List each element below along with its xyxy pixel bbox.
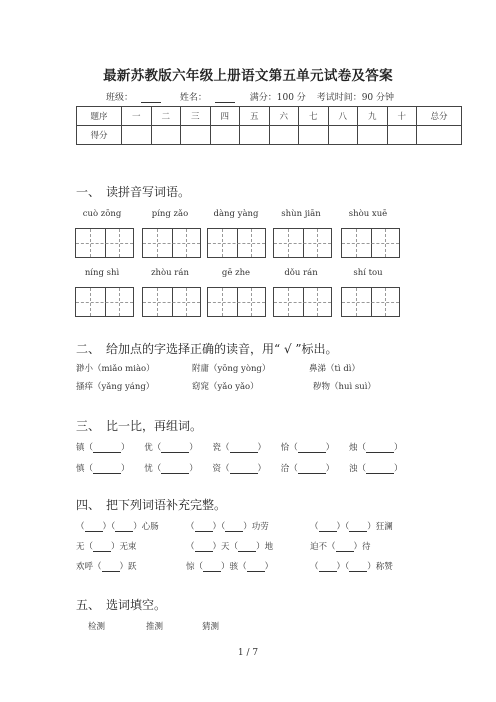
idiom-text: 狂澜 [375, 522, 393, 532]
answer-blank[interactable] [93, 443, 121, 453]
char: 恰 [280, 443, 290, 453]
score-header-cell: 九 [358, 107, 388, 126]
compare-row-1: 镇（ ） 优（ ） 瓷（ ） 恰（ ） 烛（ ） [76, 443, 403, 453]
idiom-blank[interactable] [349, 522, 367, 532]
score-header-cell: 总分 [417, 107, 462, 126]
section-5-heading [76, 596, 166, 613]
score-cell[interactable] [299, 126, 329, 145]
pinyin-label: shòu xuē [348, 209, 388, 219]
section-number: 二、 [76, 342, 101, 356]
reading-choice[interactable]: 附庸（yōng yòng） [192, 364, 271, 374]
idiom-item: （ ）（ ）功劳 [186, 522, 269, 532]
section-number: 三、 [76, 419, 101, 433]
word-option: 推测 [146, 622, 164, 632]
reading-choice[interactable]: 渺小（miǎo miào） [76, 364, 155, 374]
idiom-blank[interactable] [238, 542, 256, 552]
writing-grid[interactable] [273, 287, 332, 317]
idiom-text: 骇 [229, 562, 239, 572]
idiom-blank[interactable] [336, 542, 354, 552]
writing-grid[interactable] [341, 228, 400, 258]
section-title: 读拼音写词语。 [106, 185, 191, 199]
idiom-blank[interactable] [93, 542, 111, 552]
pinyin-label: dàng yàng [213, 209, 259, 219]
score-header-cell: 题序 [77, 107, 122, 126]
idiom-text: 天 [221, 542, 230, 552]
reading-choice[interactable]: 窈窕（yǎo yǎo） [192, 382, 259, 392]
section-number: 四、 [76, 498, 101, 512]
char: 洽 [280, 464, 290, 474]
char: 镇 [76, 443, 85, 453]
idiom-item: （ ）（ ）心肠 [76, 522, 159, 532]
idiom-text: 称赞 [375, 562, 393, 572]
section-title: 比一比，再组词。 [106, 419, 203, 433]
idiom-text: 心肠 [141, 522, 159, 532]
idiom-blank[interactable] [319, 522, 337, 532]
score-header-cell: 十 [387, 107, 417, 126]
score-cell[interactable] [269, 126, 299, 145]
page-title: 最新苏教版六年级上册语文第五单元试卷及答案 [103, 68, 393, 84]
idiom-blank[interactable] [349, 562, 367, 572]
answer-blank[interactable] [366, 443, 394, 453]
pinyin-label: shùn jiān [281, 209, 321, 219]
section-4-heading [76, 496, 226, 513]
name-field[interactable] [176, 93, 239, 103]
score-cell[interactable] [122, 126, 152, 145]
answer-blank[interactable] [161, 443, 189, 453]
pinyin-label: shí tou [353, 268, 383, 278]
pinyin-label: gē zhe [221, 268, 251, 278]
char: 浊 [349, 464, 358, 474]
answer-blank[interactable] [161, 464, 189, 474]
writing-grid[interactable] [75, 287, 134, 317]
section-title: 把下列词语补充完整。 [106, 498, 227, 512]
pinyin-label: cuò zōng [82, 209, 122, 219]
score-row-label: 得分 [77, 126, 122, 145]
full-score: 满分：100 分 [249, 93, 306, 103]
idiom-text: 无束 [119, 542, 137, 552]
section-3-heading [76, 417, 202, 434]
section-title: 给加点的字选择正确的读音，用“ √ ”标出。 [106, 342, 338, 356]
idiom-text: 迫不 [310, 542, 328, 552]
idiom-text: 无 [76, 542, 85, 552]
section-number: 一、 [76, 185, 101, 199]
idiom-blank[interactable] [195, 542, 213, 552]
score-cell[interactable] [417, 126, 462, 145]
reading-choice[interactable]: 鼻涕（tì dì） [309, 364, 360, 374]
score-header-cell: 三 [181, 107, 211, 126]
idiom-blank[interactable] [225, 522, 243, 532]
score-header-cell: 六 [269, 107, 299, 126]
idiom-text: 跃 [128, 562, 137, 572]
section-number: 五、 [76, 598, 101, 612]
idiom-blank[interactable] [115, 522, 133, 532]
class-label: 班级： [105, 93, 133, 103]
pinyin-label: píng zǎo [151, 209, 189, 219]
section-1-heading [76, 183, 190, 200]
score-header-row [77, 107, 462, 126]
answer-blank[interactable] [230, 464, 258, 474]
section-title: 选词填空。 [106, 598, 167, 612]
writing-grid[interactable] [75, 228, 134, 258]
page-number: 1 / 7 [237, 648, 259, 658]
pinyin-label: níng shì [84, 268, 120, 278]
score-header-cell: 七 [299, 107, 329, 126]
writing-grid[interactable] [341, 287, 400, 317]
compare-row-2: 慎（ ） 忧（ ） 资（ ） 洽（ ） 浊（ ） [76, 464, 403, 474]
writing-grid[interactable] [142, 287, 201, 317]
writing-grid[interactable] [207, 287, 266, 317]
score-cell[interactable] [181, 126, 211, 145]
reading-choice[interactable]: 秽物（huì suì） [313, 382, 376, 392]
char: 慎 [76, 464, 85, 474]
section-2-heading [76, 340, 338, 357]
score-header-cell: 一 [122, 107, 152, 126]
idiom-blank[interactable] [247, 562, 265, 572]
exam-info [0, 90, 496, 103]
score-cell[interactable] [328, 126, 358, 145]
idiom-item: 无（ ）无束 [76, 542, 137, 552]
score-cell[interactable] [387, 126, 417, 145]
writing-grid[interactable] [273, 228, 332, 258]
idiom-item: （ ）天（ ）地 [186, 542, 274, 552]
idiom-blank[interactable] [195, 522, 213, 532]
score-cell[interactable] [210, 126, 240, 145]
word-option: 检测 [88, 622, 106, 632]
idiom-text: 惊 [186, 562, 195, 572]
score-header-cell: 五 [240, 107, 270, 126]
char: 烛 [349, 443, 358, 453]
exam-time: 考试时间：90 分钟 [316, 93, 395, 103]
idiom-item: 惊（ ）骇（ ） [186, 562, 274, 572]
char: 忧 [144, 464, 153, 474]
idiom-text: 待 [362, 542, 371, 552]
score-row [77, 126, 462, 145]
name-blank[interactable] [215, 93, 235, 103]
class-field[interactable] [102, 93, 165, 103]
name-label: 姓名： [179, 93, 207, 103]
pinyin-label: zhòu rán [151, 268, 189, 278]
idiom-item: 迫不（ ）待 [310, 542, 371, 552]
answer-blank[interactable] [366, 464, 394, 474]
score-table [76, 106, 462, 145]
writing-grid[interactable] [142, 228, 201, 258]
score-cell[interactable] [151, 126, 181, 145]
idiom-blank[interactable] [85, 522, 103, 532]
char: 资 [212, 464, 222, 474]
char: 瓷 [212, 443, 222, 453]
word-option: 猜测 [202, 622, 220, 632]
pinyin-label: dǒu rán [284, 268, 318, 278]
idiom-blank[interactable] [203, 562, 221, 572]
idiom-item: （ ）（ ）狂澜 [310, 522, 393, 532]
idiom-item: （ ）（ ）称赞 [310, 562, 393, 572]
idiom-blank[interactable] [102, 562, 120, 572]
class-blank[interactable] [141, 93, 161, 103]
idiom-text: 欢呼 [76, 562, 94, 572]
idiom-text: 功劳 [251, 522, 269, 532]
answer-blank[interactable] [230, 443, 258, 453]
idiom-blank[interactable] [319, 562, 337, 572]
score-header-cell: 八 [328, 107, 358, 126]
answer-blank[interactable] [93, 464, 121, 474]
score-header-cell: 四 [210, 107, 240, 126]
score-header-cell: 二 [151, 107, 181, 126]
score-cell[interactable] [358, 126, 388, 145]
score-cell[interactable] [240, 126, 270, 145]
writing-grid[interactable] [207, 228, 266, 258]
answer-blank[interactable] [298, 443, 326, 453]
idiom-text: 地 [264, 542, 274, 552]
char: 优 [144, 443, 153, 453]
answer-blank[interactable] [298, 464, 326, 474]
idiom-item: 欢呼（ ）跃 [76, 562, 137, 572]
reading-choice[interactable]: 搔痒（yǎng yáng） [76, 382, 155, 392]
